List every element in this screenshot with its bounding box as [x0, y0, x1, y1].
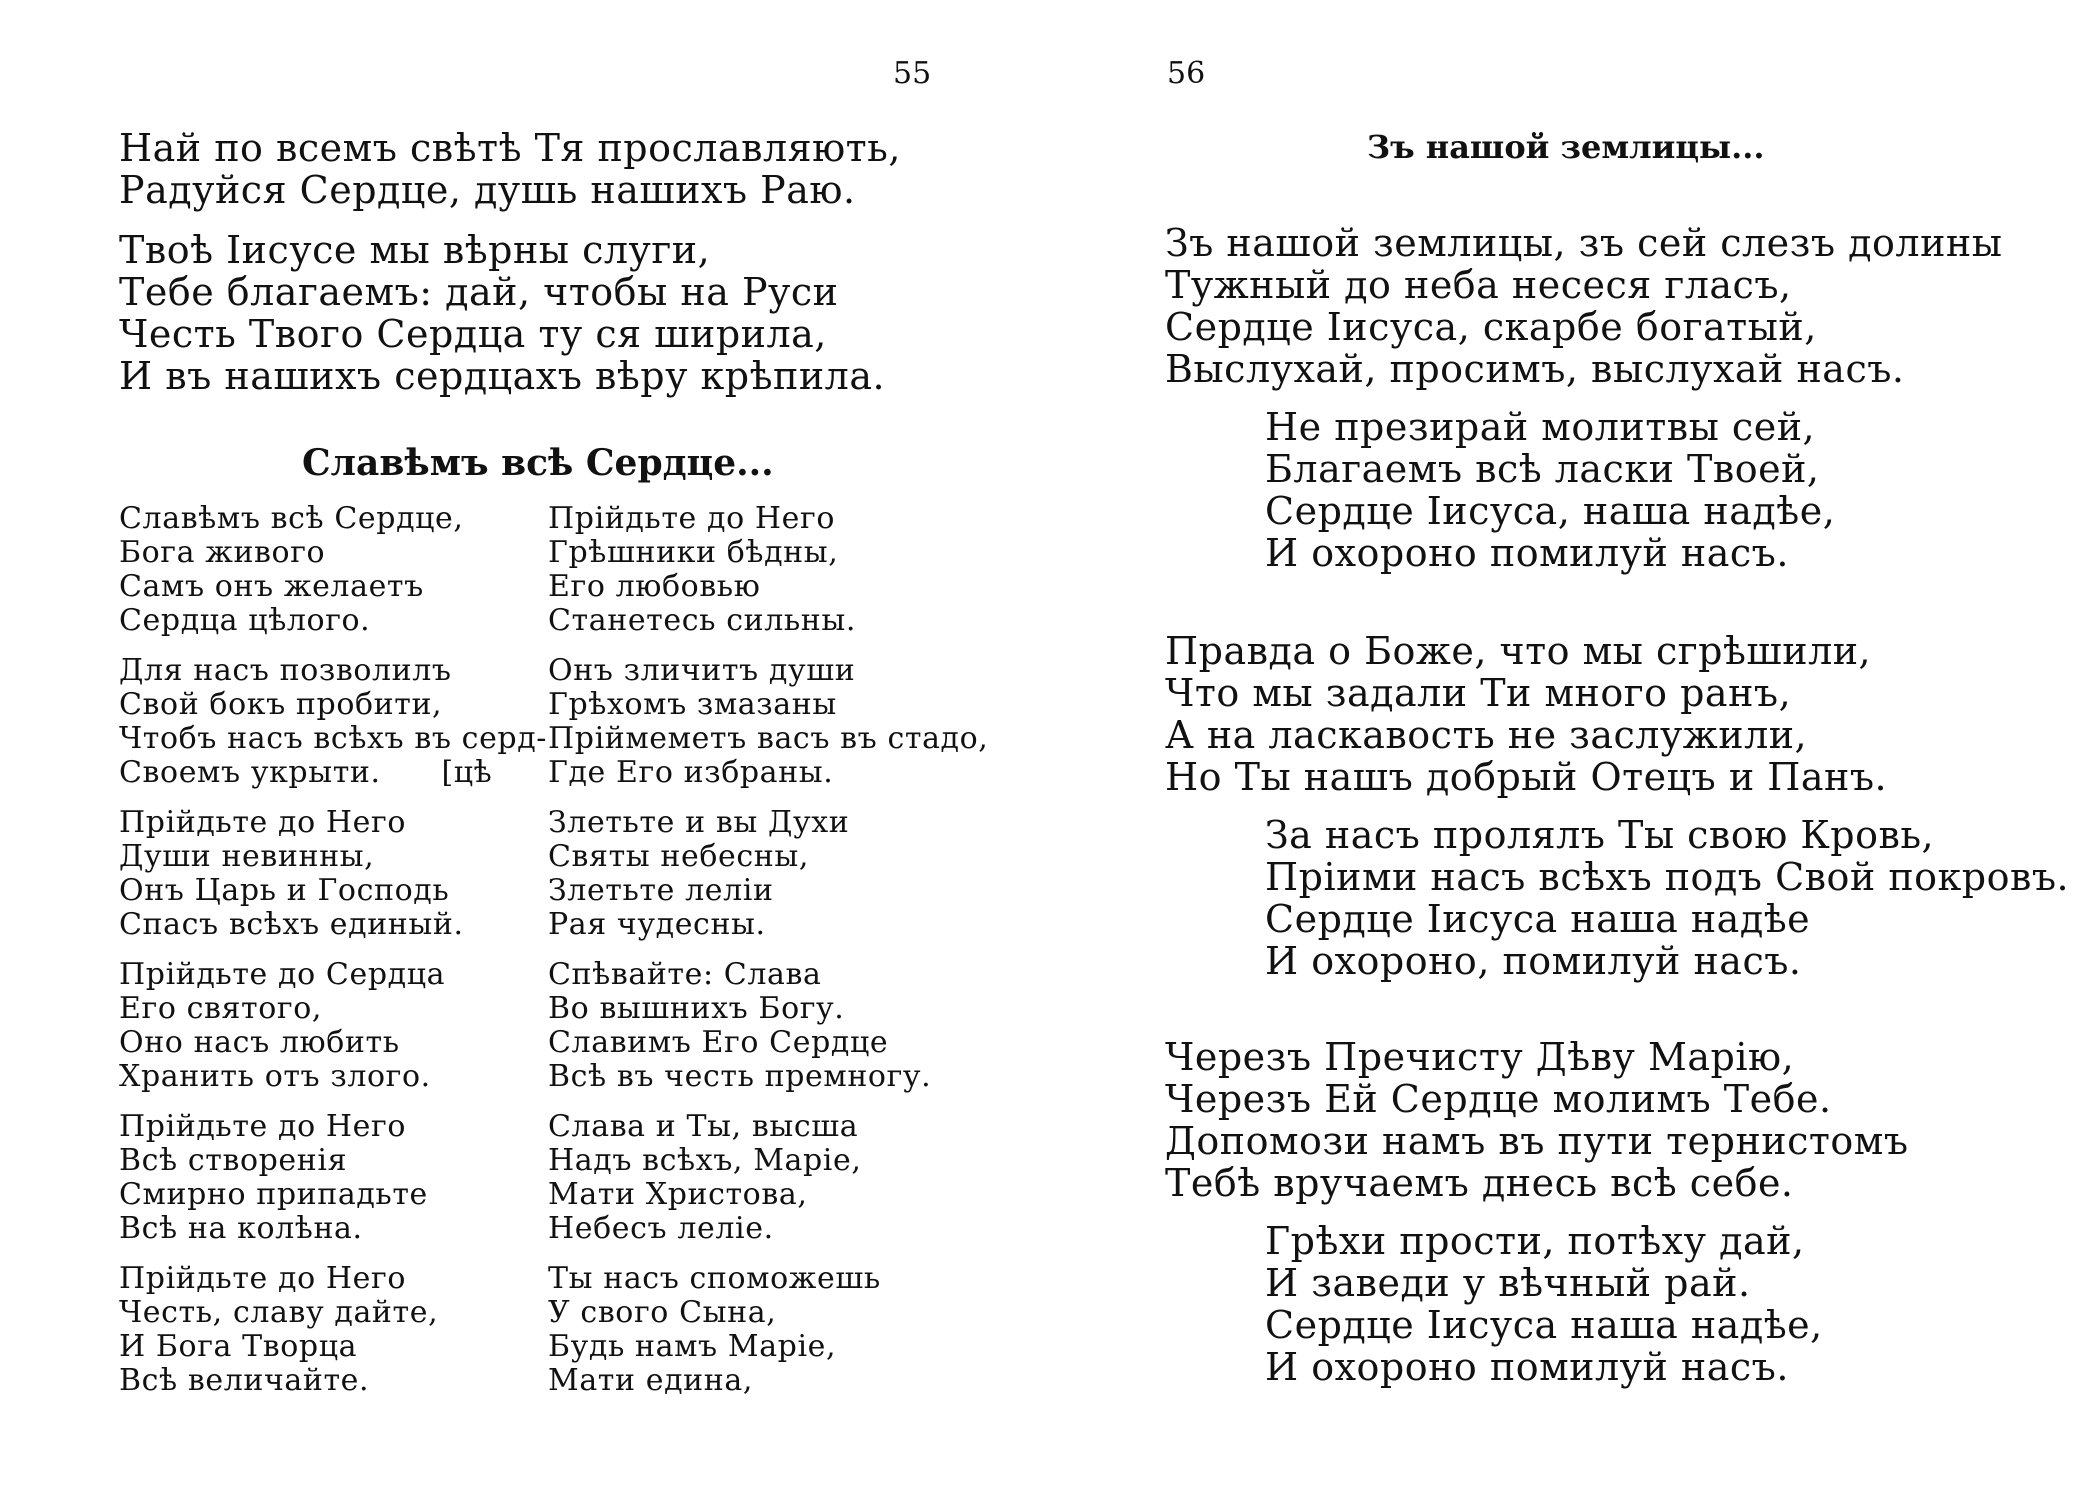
col2-stanza-3: [548, 806, 849, 942]
verse-line: Черезъ Пречисту Дѣву Марію,: [1165, 1035, 1795, 1079]
verse-line: А на ласкавость не заслужили,: [1165, 713, 1808, 757]
verse-line: Хранить отъ злого.: [119, 1059, 431, 1094]
col2-stanza-6: [548, 1262, 881, 1398]
verse-line: Свой бокъ пробити,: [119, 687, 443, 722]
verse-line: Радуйся Сердце, душь нашихъ Раю.: [119, 168, 856, 212]
verse-line: Тужный до неба несеся гласъ,: [1165, 263, 1792, 307]
verse-line: Оно насъ любить: [119, 1025, 400, 1060]
verse-line: Зъ нашой землицы, зъ сей слезъ долины: [1165, 221, 2003, 265]
verse-line: Что мы задали Ти много ранъ,: [1165, 671, 1792, 715]
verse-line: Честь Твого Сердца ту ся ширила,: [119, 312, 827, 356]
verse-line: Пріймеметъ васъ въ стадо,: [548, 721, 989, 756]
verse-line: Всѣ на колѣна.: [119, 1211, 363, 1246]
verse-line: Его любовью: [548, 569, 761, 604]
verse-line: Всѣ створенія: [119, 1143, 348, 1178]
verse-line: Всѣ въ честь премногу.: [548, 1059, 932, 1094]
verse-line: Сердце Іисуса наша надѣе,: [1265, 1303, 1823, 1347]
verse-line: Его святого,: [119, 991, 323, 1026]
verse-line: Тебѣ вручаемъ днесь всѣ себе.: [1165, 1161, 1794, 1205]
verse-line: Честь, славу дайте,: [119, 1295, 439, 1330]
verse-line: Тебе благаемъ: дай, чтобы на Руси: [119, 270, 839, 314]
col2-stanza-2: [548, 654, 988, 790]
verse-line: Най по всемъ свѣтѣ Тя прославляють,: [119, 126, 901, 170]
col1-stanza-5: [119, 1110, 428, 1246]
verse-line: Черезъ Ей Сердце молимъ Тебе.: [1165, 1077, 1832, 1121]
verse-line: У свого Сына,: [548, 1295, 777, 1330]
page-number-left: 55: [893, 56, 932, 91]
verse-line: Злетьте леліи: [548, 873, 774, 908]
verse-line: Пріими насъ всѣхъ подъ Свой покровъ.: [1265, 855, 2070, 899]
verse-line: Спѣвайте: Слава: [548, 957, 822, 992]
verse-line: Надъ всѣхъ, Маріе,: [548, 1143, 862, 1178]
verse-line: Для насъ позволилъ: [119, 653, 452, 688]
verse-line: И охороно, помилуй насъ.: [1265, 939, 1802, 983]
stanza-2: [1165, 630, 1887, 798]
verse-line: Смирно припадьте: [119, 1177, 428, 1212]
col1-stanza-1: [119, 502, 464, 638]
col1-stanza-6: [119, 1262, 438, 1398]
verse-line: И охороно помилуй насъ.: [1265, 1345, 1789, 1389]
col2-stanza-4: [548, 958, 931, 1094]
verse-line: Сердце Іисуса наша надѣе: [1265, 897, 1811, 941]
verse-line: Рая чудесны.: [548, 907, 766, 942]
intro-stanza-2: [119, 229, 885, 397]
hymn-title: Славѣмъ всѣ Сердце...: [302, 442, 774, 484]
verse-line: Допомози намъ въ пути тернистомъ: [1165, 1119, 1909, 1163]
verse-line: Где Его избраны.: [548, 755, 834, 790]
verse-line: Не презирай молитвы сей,: [1265, 405, 1816, 449]
verse-line: Славѣмъ всѣ Сердце,: [119, 501, 464, 536]
verse-line: Во вышнихъ Богу.: [548, 991, 845, 1026]
verse-line: Души невинны,: [119, 839, 375, 874]
page-number-right: 56: [1167, 56, 1206, 91]
verse-line: Грѣхи прости, потѣху дай,: [1265, 1219, 1805, 1263]
verse-line: Прійдьте до Него: [119, 1261, 407, 1296]
verse-line: Славимъ Его Сердце: [548, 1025, 889, 1060]
verse-line: Слава и Ты, высша: [548, 1109, 859, 1144]
col1-stanza-2: [119, 654, 547, 790]
refrain-2: [1265, 814, 2069, 982]
verse-line: И заведи у вѣчный рай.: [1265, 1261, 1751, 1305]
verse-line: Станетесь сильны.: [548, 603, 857, 638]
verse-line: Но Ты нашъ добрый Отецъ и Панъ.: [1165, 755, 1888, 799]
verse-line: Злетьте и вы Духи: [548, 805, 850, 840]
stanza-3: [1165, 1036, 1909, 1204]
song-title: Зъ нашой землицы...: [1367, 128, 1765, 166]
verse-line: Мати едина,: [548, 1363, 753, 1398]
col2-stanza-5: [548, 1110, 862, 1246]
verse-line: Своемъ укрыти. [цѣ: [119, 755, 493, 790]
verse-line: Мати Христова,: [548, 1177, 808, 1212]
col1-stanza-4: [119, 958, 445, 1094]
verse-line: И охороно помилуй насъ.: [1265, 531, 1789, 575]
verse-line: Сердце Іисуса, скарбе богатый,: [1165, 305, 1817, 349]
verse-line: Чтобъ насъ всѣхъ въ серд-: [119, 721, 548, 756]
verse-line: Самъ онъ желаетъ: [119, 569, 424, 604]
verse-line: Грѣхомъ змазаны: [548, 687, 837, 722]
verse-line: Онъ зличитъ души: [548, 653, 856, 688]
refrain-1: [1265, 406, 1835, 574]
stanza-1: [1165, 222, 2002, 390]
verse-line: Ты насъ споможешь: [548, 1261, 881, 1296]
verse-line: Прійдьте до Него: [548, 501, 836, 536]
col2-stanza-1: [548, 502, 856, 638]
verse-line: Грѣшники бѣдны,: [548, 535, 839, 570]
verse-line: Онъ Царь и Господь: [119, 873, 450, 908]
verse-line: И Бога Творца: [119, 1329, 358, 1364]
verse-line: Сердца цѣлого.: [119, 603, 371, 638]
verse-line: За насъ пролялъ Ты свою Кровь,: [1265, 813, 1935, 857]
verse-line: Прійдьте до Него: [119, 1109, 407, 1144]
col1-stanza-3: [119, 806, 464, 942]
verse-line: Всѣ величайте.: [119, 1363, 370, 1398]
verse-line: Святы небесны,: [548, 839, 809, 874]
verse-line: Небесъ леліе.: [548, 1211, 774, 1246]
verse-line: Правда о Боже, что мы сгрѣшили,: [1165, 629, 1872, 673]
refrain-3: [1265, 1220, 1823, 1388]
verse-line: Сердце Іисуса, наша надѣе,: [1265, 489, 1836, 533]
verse-line: Будь намъ Маріе,: [548, 1329, 837, 1364]
verse-line: Спасъ всѣхъ единый.: [119, 907, 464, 942]
verse-line: И въ нашихъ сердцахъ вѣру крѣпила.: [119, 354, 886, 398]
verse-line: Выслухай, просимъ, выслухай насъ.: [1165, 347, 1905, 391]
intro-stanza-1: [119, 127, 901, 211]
verse-line: Бога живого: [119, 535, 326, 570]
verse-line: Прійдьте до Сердца: [119, 957, 446, 992]
verse-line: Благаемъ всѣ ласки Твоей,: [1265, 447, 1820, 491]
verse-line: Прійдьте до Него: [119, 805, 407, 840]
verse-line: Твоѣ Іисусе мы вѣрны слуги,: [119, 228, 711, 272]
